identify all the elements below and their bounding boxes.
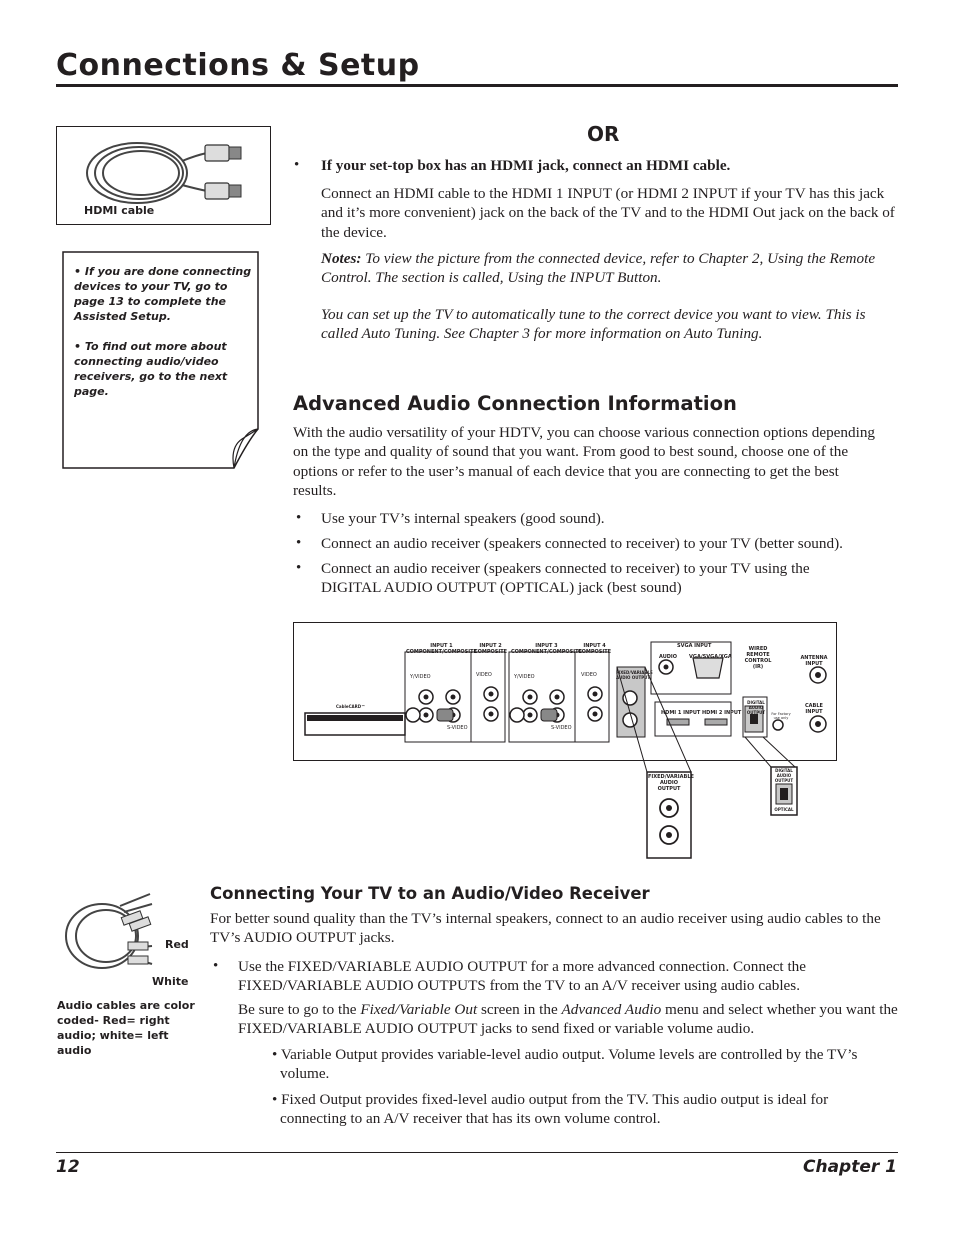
chapter-label: Chapter 1: [802, 1157, 897, 1177]
svga-input-label: SVGA INPUT: [677, 643, 712, 649]
p2-fixed-variable-out: Fixed/Variable Out: [360, 1001, 478, 1018]
input1-label: INPUT 1 COMPONENT/COMPOSITE: [406, 643, 477, 655]
yvideo-label: Y/VIDEO: [410, 674, 431, 680]
footer-rule: [56, 1152, 898, 1153]
title-rule: [56, 84, 898, 87]
p2-part-c: screen in the: [477, 1001, 562, 1018]
page-number: 12: [56, 1157, 80, 1177]
yvideo-label-2: Y/VIDEO: [514, 674, 535, 680]
advanced-audio-heading: Advanced Audio Connection Information: [293, 392, 737, 415]
hdmi1-label: HDMI 1 INPUT: [661, 710, 701, 716]
fixed-variable-small-label: FIXED/VARIABLE AUDIO OUTPUT: [616, 670, 653, 680]
advanced-audio-bullet-3: Connect an audio receiver (speakers connected to receiver) to your TV using the DIGITAL AUDIO OUTPUT (OPTICAL) jack (best sound): [321, 560, 810, 597]
receiver-paragraph-2: [238, 1000, 898, 1039]
factory-label: For Factory use only: [771, 712, 791, 720]
audio-label: AUDIO: [659, 654, 678, 660]
p2-part-a: Be sure to go to the: [238, 1001, 361, 1018]
input2-label: INPUT 2 COMPOSITE: [474, 643, 508, 655]
callout-digital-label: DIGITAL AUDIO OUTPUT: [774, 768, 794, 783]
bullet-dot: •: [296, 560, 302, 576]
svideo-label: S-VIDEO: [447, 725, 468, 731]
receiver-heading: Connecting Your TV to an Audio/Video Receiver: [210, 884, 650, 903]
audio-cable-caption: Audio cables are color coded- Red= right audio; white= left audio: [57, 999, 195, 1057]
vga-label: VGA/SVGA/XGA: [689, 654, 732, 660]
p2-advanced-audio: Advanced Audio: [561, 1001, 662, 1018]
variable-output-item: • Variable Output provides variable-level audio output. Volume levels are controlled by the TV’s volume.: [272, 1046, 858, 1083]
or-heading: OR: [587, 122, 620, 146]
white-cable-label: White: [152, 975, 189, 988]
note-item-1: • If you are done connecting devices to your TV, go to page 13 to complete the Assisted Setup.: [74, 265, 252, 323]
notes-label: Notes:: [321, 250, 362, 267]
video-label: VIDEO: [476, 672, 492, 678]
svideo-label-2: S-VIDEO: [551, 725, 572, 731]
hdmi2-label: HDMI 2 INPUT: [702, 710, 742, 716]
red-cable-label: Red: [165, 938, 189, 951]
hdmi-note-2: You can set up the TV to automatically tune to the correct device you want to view. This is called Auto Tuning. See Chapter 3 for more information on Auto Tuning.: [321, 306, 866, 343]
advanced-audio-bullet-1: Use your TV’s internal speakers (good sound).: [321, 510, 605, 527]
bullet-dot: •: [294, 157, 300, 173]
page-title: Connections & Setup: [56, 48, 420, 83]
fixed-output-item: • Fixed Output provides fixed-level audio output from the TV. This audio output is ideal for connecting to an A/V receiver that has its own volume control.: [272, 1091, 829, 1128]
bullet-dot: •: [296, 535, 302, 551]
wired-remote-label: WIRED REMOTE CONTROL (IR): [744, 646, 772, 670]
input4-label: INPUT 4 COMPOSITE: [578, 643, 612, 655]
hdmi-cable-caption: HDMI cable: [84, 204, 155, 217]
advanced-audio-intro: With the audio versatility of your HDTV, you can choose various connection options depending on the type and quality of sound that you want. From good to best sound, choose one of the options or refer to the user’s manual of each device that you are connecting to get the best results.: [293, 424, 876, 500]
p2-part-e: menu and select whether you want the FIXED/VARIABLE AUDIO OUTPUT jacks to send fixed or variable volume audio.: [238, 1001, 898, 1038]
receiver-intro: For better sound quality than the TV’s internal speakers, connect to an audio receiver using audio cables to the TV’s AUDIO OUTPUT jacks.: [210, 910, 881, 947]
callout-optical-label: OPTICAL: [774, 807, 794, 812]
hdmi-note-1: [321, 249, 881, 288]
hdmi-bullet-heading: If your set-top box has an HDMI jack, connect an HDMI cable.: [321, 157, 731, 174]
note-1-text: To view the picture from the connected device, refer to Chapter 2, Using the Remote Control. The section is called, Using the INPUT Button.: [321, 250, 876, 287]
bullet-dot: •: [296, 510, 302, 526]
bullet-dot: •: [213, 958, 219, 974]
note-box: [62, 251, 259, 469]
audio-cable-illustration: [60, 884, 170, 984]
note-item-2: • To find out more about connecting audio/video receivers, go to the next page.: [74, 340, 228, 398]
advanced-audio-bullet-2: Connect an audio receiver (speakers connected to receiver) to your TV (better sound).: [321, 535, 843, 552]
callout-fixed-variable-label: FIXED/VARIABLE AUDIO OUTPUT: [648, 774, 694, 792]
antenna-input-label: ANTENNA INPUT: [800, 655, 828, 667]
input3-label: INPUT 3 COMPONENT/COMPOSITE: [511, 643, 582, 655]
receiver-bullet: Use the FIXED/VARIABLE AUDIO OUTPUT for a more advanced connection. Connect the FIXED/VARIABLE AUDIO OUTPUTS from the TV to an A/V receiver using audio cables.: [238, 958, 807, 995]
video-label-2: VIDEO: [581, 672, 597, 678]
digital-audio-small-label: DIGITAL AUDIO OUTPUT: [746, 700, 766, 715]
cablecard-label: CableCARD™: [336, 704, 366, 709]
cable-input-label: CABLE INPUT: [805, 703, 823, 715]
hdmi-paragraph: Connect an HDMI cable to the HDMI 1 INPUT (or HDMI 2 INPUT if your TV has this jack and it’s more convenient) jack on the back of the TV and to the HDMI Out jack on the back of the device.: [321, 185, 895, 241]
